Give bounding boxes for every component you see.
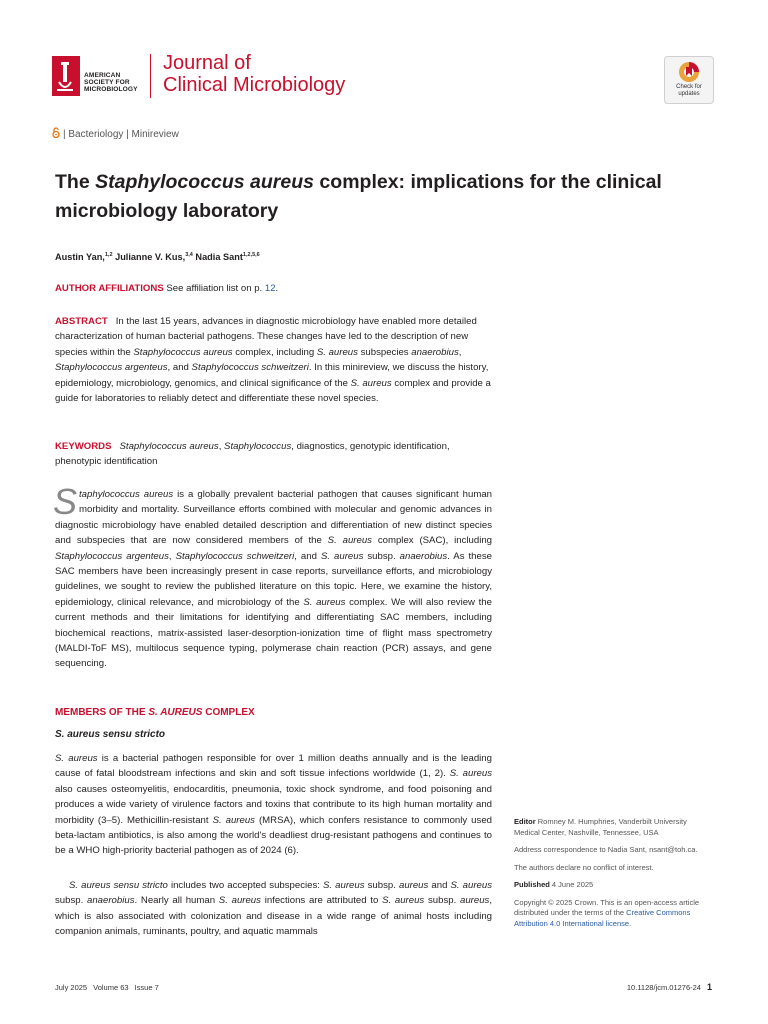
check-updates-line: Check for — [676, 84, 702, 90]
heading-part: MEMBERS OF THE — [55, 707, 149, 718]
text-run: In the last 15 years, advances in diagnostic microbiology have enabled more detailed characterization of human bacterial pathogens. These changes have led to the description of new species within the — [55, 316, 477, 358]
check-updates-label — [665, 84, 713, 97]
correspondence-note: Address correspondence to Nadia Sant, nsant@toh.ca. — [514, 845, 698, 854]
text-run: subsp. — [363, 550, 400, 562]
affiliations-text: See affiliation list on p. — [163, 283, 265, 294]
society-line: MICROBIOLOGY — [84, 86, 138, 93]
italic-term: S. aureus — [303, 596, 346, 608]
keywords — [55, 439, 492, 470]
author-affil-sup: 1,2,5,6 — [242, 252, 260, 258]
conflict-note: The authors declare no conflict of interest. — [514, 862, 654, 872]
italic-term: S. aureus — [382, 895, 425, 907]
italic-term: anaerobius — [87, 895, 135, 907]
article-category — [52, 127, 179, 140]
footer-issue-info — [55, 983, 165, 992]
italic-term: S. aureus — [55, 753, 98, 764]
italic-term: Staphylococcus schweitzeri — [175, 550, 295, 562]
text-run: , and — [294, 550, 321, 562]
society-name — [84, 72, 138, 93]
text-run: and — [428, 880, 451, 891]
italic-term: aureus — [460, 895, 490, 907]
section-heading — [55, 707, 255, 718]
italic-term: Staphylococcus argenteus — [55, 362, 168, 374]
text-run: , which is also associated with colonization and disease in a wide range of animal hosts including companion animals, ruminants, poultry, and aquatic mammals — [55, 895, 493, 938]
italic-term: S. aureus — [320, 550, 364, 562]
header-divider — [150, 54, 151, 98]
asm-logo-icon — [52, 56, 86, 96]
italic-term: S. aureus — [450, 880, 493, 891]
italic-term: S. aureus — [316, 346, 358, 358]
open-access-icon — [52, 127, 60, 138]
editor-note — [514, 817, 714, 838]
text-run: is a bacterial pathogen responsible for over 1 million deaths annually and is the leading cause of fatal bloodstream infections and skin and soft tissue infections worldwide (1, 2). — [55, 753, 492, 780]
italic-term: S. aureus — [449, 768, 492, 780]
italic-term: S. aureus sensu stricto — [69, 880, 168, 891]
text-run: also causes osteomyelitis, endocarditis, pneumonia, toxic shock syndrome, and food poisoning and produces a wide variety of virulence factors and toxins that contribute to its high human mortality and morbidity (3–5). Methicillin-resistant — [55, 783, 492, 826]
italic-term: taphylococcus aureus — [79, 489, 174, 500]
editor-label: Editor — [514, 817, 536, 826]
heading-part: COMPLEX — [202, 707, 255, 718]
affiliations-label[interactable]: AUTHOR AFFILIATIONS — [55, 283, 164, 294]
check-updates-icon — [678, 61, 700, 83]
author-affil-sup: 3,4 — [185, 252, 193, 258]
paragraph-text — [55, 880, 492, 937]
text-run: , — [458, 346, 462, 358]
italic-term: S. aureus — [350, 377, 392, 389]
footer-issue: Issue 7 — [134, 983, 159, 992]
published-label: Published — [514, 880, 550, 889]
abstract-text — [55, 316, 491, 404]
footer-doi-info — [627, 982, 712, 992]
text-run: complex, including — [232, 346, 317, 358]
affiliations-end: . — [275, 283, 279, 294]
journal-title-line: Journal of — [163, 52, 251, 74]
affiliations-page-link[interactable]: 12 — [264, 283, 276, 294]
body-paragraph — [55, 751, 492, 859]
author-list — [55, 252, 260, 262]
footer-date: July 2025 — [55, 983, 88, 992]
drop-cap: S — [53, 481, 78, 522]
license-link[interactable]: Creative Commons Attribution 4.0 International license — [514, 908, 691, 928]
text-run: , and — [167, 362, 192, 374]
intro-text — [53, 481, 492, 670]
text-run: , — [168, 550, 176, 562]
journal-title-line: Clinical Microbiology — [163, 74, 346, 96]
text-run: subsp. — [364, 880, 399, 891]
editor-text: Romney M. Humphries, Vanderbilt University Medical Center, Nashville, Tennessee, USA — [514, 817, 687, 837]
intro-paragraph — [53, 481, 492, 672]
footer-doi[interactable]: 10.1128/jcm.01276-24 — [626, 983, 701, 992]
keywords-text — [55, 441, 450, 467]
italic-term: S. aureus — [212, 814, 255, 826]
copyright-text: Copyright © 2025 Crown. This is an open-access article distributed under the terms of the — [514, 897, 700, 917]
italic-term: Staphylococcus aureus — [119, 441, 219, 452]
title-part: complex: implications for the clinical microbiology laboratory — [55, 171, 662, 222]
subsection-heading: S. aureus sensu stricto — [55, 729, 166, 740]
check-updates-line: updates — [678, 90, 700, 97]
author-name[interactable]: Julianne V. Kus, — [112, 252, 186, 262]
paragraph-text — [55, 753, 492, 856]
footer-volume: Volume 63 — [93, 983, 129, 992]
text-run: is a globally prevalent bacterial pathogen that causes significant human morbidity and mortality. Surveillance efforts combined with molecular and genomic advances in diagnostic microbiology have enabled detailed description and differentiation of new distinct species and subspecies that are now considered members of the — [55, 489, 492, 547]
text-run: complex and provide a guide for laboratories to reliably detect and differentiate these novel species. — [55, 377, 491, 405]
copyright-note — [514, 898, 714, 930]
text-run: subsp. — [55, 895, 88, 907]
italic-term: Staphylococcus — [224, 441, 292, 452]
license-end: . — [629, 918, 632, 928]
author-affiliations — [55, 283, 278, 294]
text-run: , — [218, 441, 225, 452]
abstract-label: ABSTRACT — [55, 316, 108, 327]
society-line: SOCIETY FOR — [84, 79, 130, 86]
italic-term: S. aureus — [218, 895, 261, 907]
article-title — [55, 168, 735, 226]
text-run: subspecies — [357, 346, 412, 358]
title-part: The — [55, 171, 96, 193]
page-number: 1 — [706, 982, 712, 992]
text-run: . As these SAC members have been increasingly present in case reports, surveillance efforts, and microbiology guidelines, we sought to review the published literature on this topic. Here, we examine the history, epidemiology, clinical relevance, and microbiology of the — [55, 550, 492, 608]
author-name[interactable]: Austin Yan, — [55, 252, 105, 262]
body-paragraph — [55, 878, 492, 940]
text-run: includes two accepted subspecies: — [167, 880, 324, 891]
author-affil-sup: 1,2 — [104, 252, 113, 258]
section-tag: | Bacteriology | Minireview — [63, 129, 179, 140]
heading-part-italic: S. AUREUS — [148, 707, 203, 718]
published-note — [514, 880, 714, 891]
italic-term: anaerobius — [399, 550, 448, 562]
text-run: complex. We will also review the current methods and their limitations for identifying and differentiating SAC members, including biochemical reactions, matrix-assisted laser-desorption-ionization time of flight mass spectrometry (MALDI-ToF MS), multilocus sequence typing, polymerase chain reaction (PCR) assays, and gene sequencing. — [55, 596, 492, 670]
text-run: infections are attributed to — [260, 895, 383, 907]
article-info-sidebar — [514, 817, 714, 936]
italic-term: aureus — [398, 880, 429, 891]
italic-term: S. aureus — [327, 535, 372, 547]
keywords-label: KEYWORDS — [55, 441, 112, 452]
italic-term: Staphylococcus aureus — [133, 346, 233, 358]
text-run: (MRSA), which confers resistance to commonly used beta-lactam antibiotics, is also among the world's deadliest drug-resistant pathogens and continues to be a WHO high-priority bacterial pathogen as of 2024 (6). — [55, 814, 492, 857]
text-run: complex (SAC), including — [371, 535, 492, 547]
text-run: , diagnostics, genotypic identification, phenotypic identification — [55, 441, 450, 468]
journal-title[interactable] — [163, 52, 345, 96]
author-name[interactable]: Nadia Sant — [192, 252, 243, 262]
text-run: subsp. — [424, 895, 460, 907]
italic-term: Staphylococcus argenteus — [55, 550, 169, 562]
society-line: AMERICAN — [84, 72, 121, 79]
italic-term: Staphylococcus schweitzeri — [191, 362, 309, 374]
text-run: . Nearly all human — [134, 895, 219, 907]
text-run: . In this minireview, we discuss the history, epidemiology, microbiology, genomics, and clinical significance of the — [55, 362, 489, 389]
italic-term: S. aureus — [323, 880, 365, 891]
published-date: 4 June 2025 — [549, 880, 594, 889]
check-for-updates-button[interactable] — [664, 56, 714, 104]
abstract — [55, 314, 492, 406]
italic-term: anaerobius — [411, 346, 459, 358]
title-part-italic: Staphylococcus aureus — [95, 171, 315, 193]
